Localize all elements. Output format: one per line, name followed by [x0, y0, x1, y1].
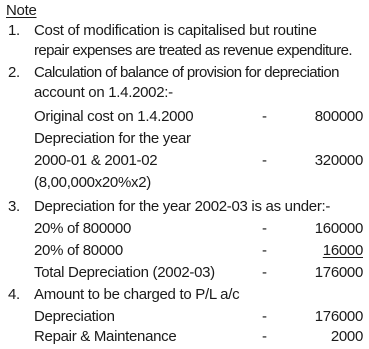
row-label: Total Depreciation (2002-03)	[34, 264, 215, 281]
underlined-amount: 16000	[322, 242, 363, 259]
row-label: Original cost on 1.4.2000	[34, 108, 194, 125]
item-4-line-1: Amount to be charged to P/L a/c	[34, 286, 240, 303]
item-3-line-1: Depreciation for the year 2002-03 is as under:-	[34, 198, 331, 215]
row-dash: -	[262, 108, 267, 125]
row-label: 20% of 80000	[34, 242, 123, 259]
row-amount: 176000	[314, 308, 363, 325]
row-dash: -	[262, 220, 267, 237]
row-dash: -	[262, 328, 267, 345]
row-label: Depreciation for the year	[34, 130, 191, 147]
row-amount-underlined	[273, 242, 363, 260]
item-2-line-2: account on 1.4.2002:-	[34, 84, 173, 101]
row-label: 2000-01 & 2001-02	[34, 152, 158, 169]
item-number-1: 1.	[8, 22, 20, 39]
item-2-line-1: Calculation of balance of provision for depreciation	[34, 64, 339, 81]
row-amount: 800000	[314, 108, 363, 125]
row-amount: 176000	[314, 264, 363, 281]
row-amount: 320000	[314, 152, 363, 169]
row-dash: -	[262, 264, 267, 281]
note-heading: Note	[6, 2, 37, 19]
row-dash: -	[262, 152, 267, 169]
item-number-4: 4.	[8, 286, 20, 303]
item-1-line-2: repair expenses are treated as revenue expenditure.	[34, 42, 352, 59]
row-label: Depreciation	[34, 308, 115, 325]
item-1-line-1: Cost of modification is capitalised but routine	[34, 22, 317, 39]
row-label: (8,00,000x20%x2)	[34, 174, 151, 191]
row-dash: -	[262, 242, 267, 259]
row-label: 20% of 800000	[34, 220, 132, 237]
row-label: Repair & Maintenance	[34, 328, 177, 345]
row-dash: -	[262, 308, 267, 325]
item-number-3: 3.	[8, 198, 20, 215]
row-amount: 160000	[314, 220, 363, 237]
row-amount: 2000	[330, 328, 363, 345]
item-number-2: 2.	[8, 64, 20, 81]
